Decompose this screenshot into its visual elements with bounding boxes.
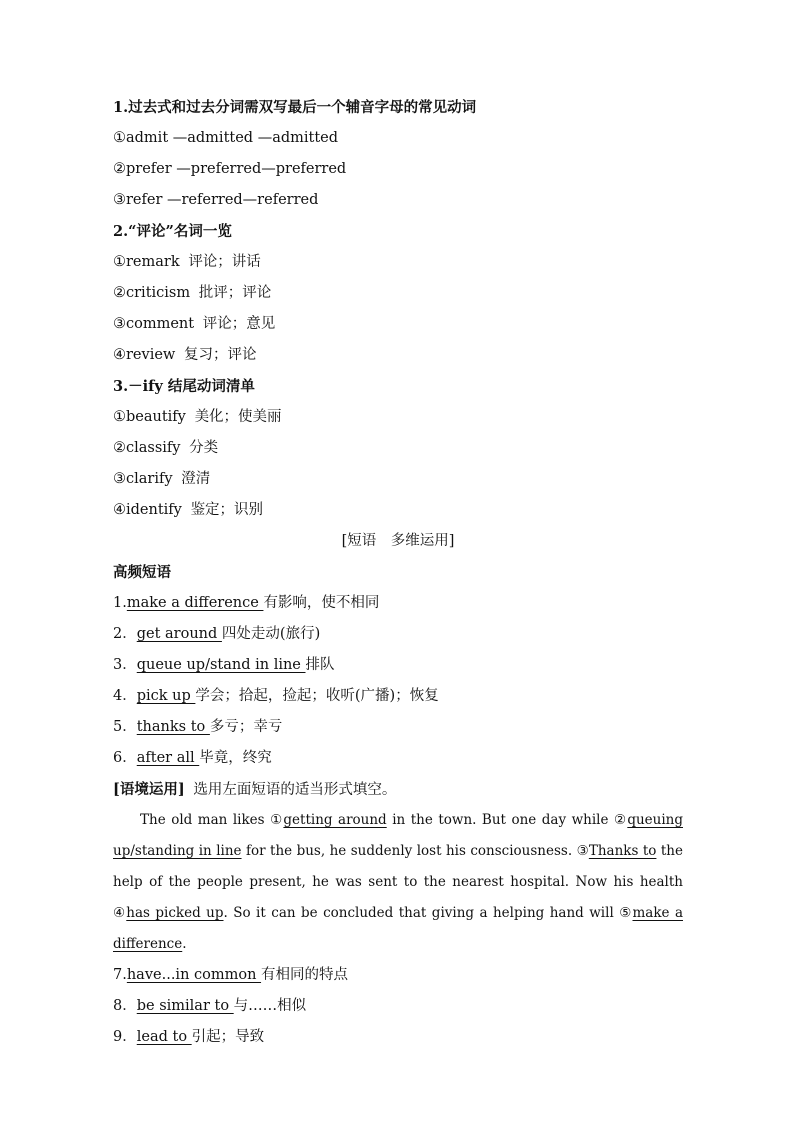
answer-blank: queuing up/standing in line (113, 812, 683, 859)
section2-item: ④review 复习；评论 (113, 347, 257, 363)
section3-item: ④identify 鉴定；识别 (113, 502, 264, 518)
phrase-item: 4．pick up 学会；拾起，捡起；收听(广播)；恢复 (113, 688, 439, 704)
section2-title: 2.“评论”名词一览 (113, 223, 232, 240)
section3-title: 3.－ify 结尾动词清单 (113, 378, 255, 395)
section2-item: ①remark 评论；讲话 (113, 254, 261, 270)
phrase-section-header: [短语 多维运用] (341, 533, 455, 549)
phrase-item: 5．thanks to 多亏；幸亏 (113, 719, 283, 735)
section1-item: ②prefer —preferred—preferred (113, 161, 347, 177)
phrase-item: 9．lead to 引起；导致 (113, 1029, 265, 1045)
section3-item: ②classify 分类 (113, 440, 219, 456)
section1-item: ①admit —admitted —admitted (113, 130, 339, 146)
exercise-paragraph: The old man likes ①getting around in the town. But one day while ②queuing up/standing in line for the bus, he suddenly lost his consciousness. ③Thanks to the help of the people present, he was sent to the nearest hospital. Now his health ④has picked up. So it can be concluded that giving a helping hand will ⑤make a difference. (113, 812, 683, 952)
answer-blank: has picked up (126, 905, 224, 921)
phrase-item: 8．be similar to 与……相似 (113, 998, 307, 1014)
phrase-item: 2．get around 四处走动(旅行) (113, 626, 321, 642)
exercise-instruction: [语境运用] 选用左面短语的适当形式填空。 (113, 781, 397, 798)
phrase-item: 6．after all 毕竟，终究 (113, 750, 272, 766)
high-frequency-title: 高频短语 (113, 564, 171, 581)
phrase-item: 1.make a difference 有影响，使不相同 (113, 595, 380, 611)
answer-blank: make a difference (113, 905, 683, 952)
section3-item: ①beautify 美化；使美丽 (113, 409, 282, 425)
document-page (113, 92, 683, 1053)
answer-blank: Thanks to (588, 843, 657, 859)
phrase-item: 3．queue up/stand in line 排队 (113, 657, 335, 673)
section2-item: ②criticism 批评；评论 (113, 285, 272, 301)
section3-item: ③clarify 澄清 (113, 471, 211, 487)
section2-item: ③comment 评论；意见 (113, 316, 276, 332)
answer-blank: getting around (283, 812, 387, 828)
phrase-item: 7.have...in common 有相同的特点 (113, 967, 349, 983)
section1-item: ③refer —referred—referred (113, 192, 319, 208)
section1-title: 1.过去式和过去分词需双写最后一个辅音字母的常见动词 (113, 99, 477, 116)
